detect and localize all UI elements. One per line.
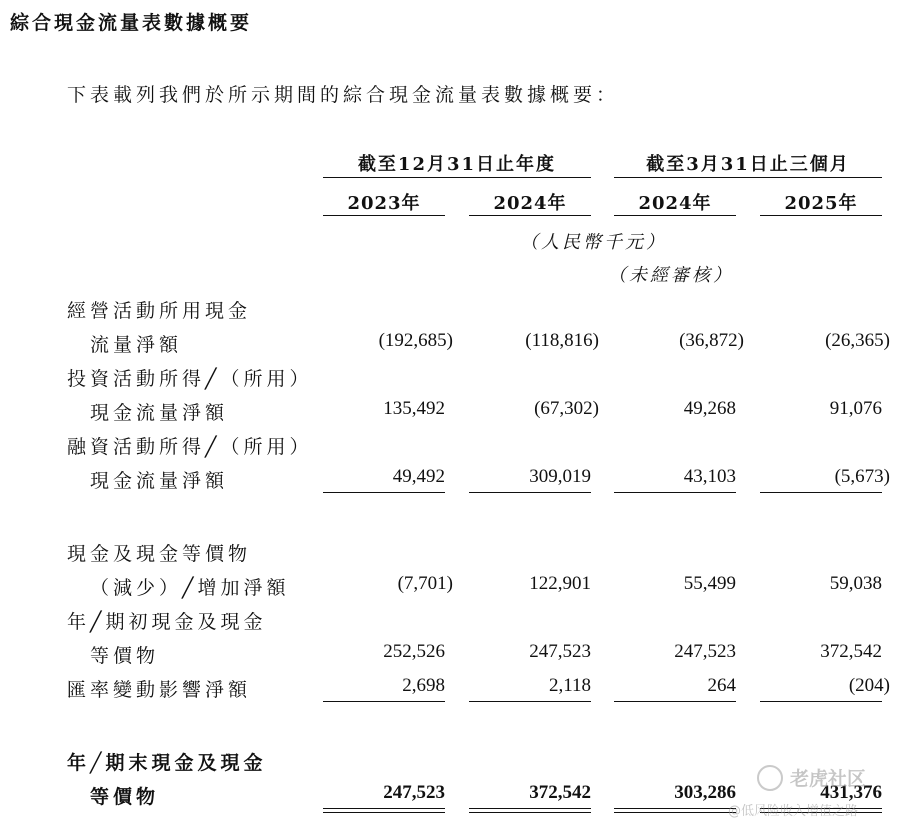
total-double-rule (469, 812, 591, 813)
column-group-year: 截至12月31日止年度 (357, 154, 557, 175)
value-cell: 372,542 (820, 641, 882, 662)
row-label: 現金及現金等價物 (67, 543, 252, 565)
value-cell: (204) (848, 675, 890, 696)
total-value-cell: 431,376 (820, 782, 882, 803)
value-cell: 2,698 (402, 675, 445, 696)
unaudited-label: （未經審核） (608, 265, 734, 286)
row-label: 經營活動所用現金 (67, 300, 252, 322)
value-cell: 135,492 (383, 398, 445, 419)
subtotal-rule (469, 701, 591, 702)
value-cell: 49,492 (392, 466, 445, 487)
value-cell: (7,701) (397, 573, 453, 594)
value-cell: (192,685) (378, 330, 453, 351)
group-rule (614, 177, 882, 178)
subtotal-rule (760, 492, 882, 493)
row-label: 現金流量淨額 (90, 470, 229, 492)
total-double-rule (614, 808, 736, 809)
value-cell: 59,038 (829, 573, 882, 594)
value-cell: (26,365) (825, 330, 890, 351)
intro-text: 下表載列我們於所示期間的綜合現金流量表數據概要： (67, 84, 620, 106)
subtotal-rule (614, 701, 736, 702)
value-cell: 2,118 (548, 675, 591, 696)
value-cell: 264 (707, 675, 736, 696)
value-cell: 247,523 (529, 641, 591, 662)
row-label: 融資活動所得╱（所用） (67, 436, 313, 458)
value-cell: 55,499 (683, 573, 736, 594)
tiger-logo-icon (757, 765, 783, 791)
section-heading: 綜合現金流量表數據概要 (10, 12, 253, 34)
column-group-quarter: 截至3月31日止三個月 (646, 154, 850, 175)
row-label: 年╱期初現金及現金 (67, 611, 267, 633)
watermark-handle: @低风险收入增值之路 (728, 804, 859, 819)
value-cell: (5,673) (834, 466, 890, 487)
value-cell: (36,872) (679, 330, 744, 351)
year-rule (469, 215, 591, 216)
value-cell: (67,302) (534, 398, 599, 419)
subtotal-rule (323, 492, 445, 493)
subtotal-rule (614, 492, 736, 493)
unit-label: （人民幣千元） (520, 232, 667, 253)
row-label: 匯率變動影響淨額 (67, 679, 252, 701)
value-cell: 122,901 (529, 573, 591, 594)
value-cell: (118,816) (525, 330, 599, 351)
total-value-cell: 247,523 (383, 782, 445, 803)
value-cell: 252,526 (383, 641, 445, 662)
row-label: 投資活動所得╱（所用） (67, 368, 313, 390)
total-double-rule (323, 808, 445, 809)
total-value-cell: 303,286 (674, 782, 736, 803)
total-double-rule (614, 812, 736, 813)
year-rule (614, 215, 736, 216)
subtotal-rule (469, 492, 591, 493)
value-cell: 247,523 (674, 641, 736, 662)
total-double-rule (323, 812, 445, 813)
total-value-cell: 372,542 (529, 782, 591, 803)
value-cell: 43,103 (683, 466, 736, 487)
subtotal-rule (760, 701, 882, 702)
year-header: 2023年 (347, 193, 421, 214)
year-rule (323, 215, 445, 216)
year-rule (760, 215, 882, 216)
group-rule (323, 177, 591, 178)
year-header: 2024年 (493, 193, 567, 214)
value-cell: 309,019 (529, 466, 591, 487)
year-header: 2024年 (638, 193, 712, 214)
total-double-rule (469, 808, 591, 809)
watermark-brand: 老虎社区 (790, 768, 867, 790)
row-label: 等價物 (90, 645, 160, 667)
value-cell: 91,076 (829, 398, 882, 419)
row-label: 現金流量淨額 (90, 402, 229, 424)
total-label: 等價物 (90, 786, 160, 808)
value-cell: 49,268 (683, 398, 736, 419)
year-header: 2025年 (784, 193, 858, 214)
total-label: 年╱期末現金及現金 (67, 752, 267, 774)
subtotal-rule (323, 701, 445, 702)
row-label: （減少）╱增加淨額 (90, 577, 290, 599)
row-label: 流量淨額 (90, 334, 183, 356)
